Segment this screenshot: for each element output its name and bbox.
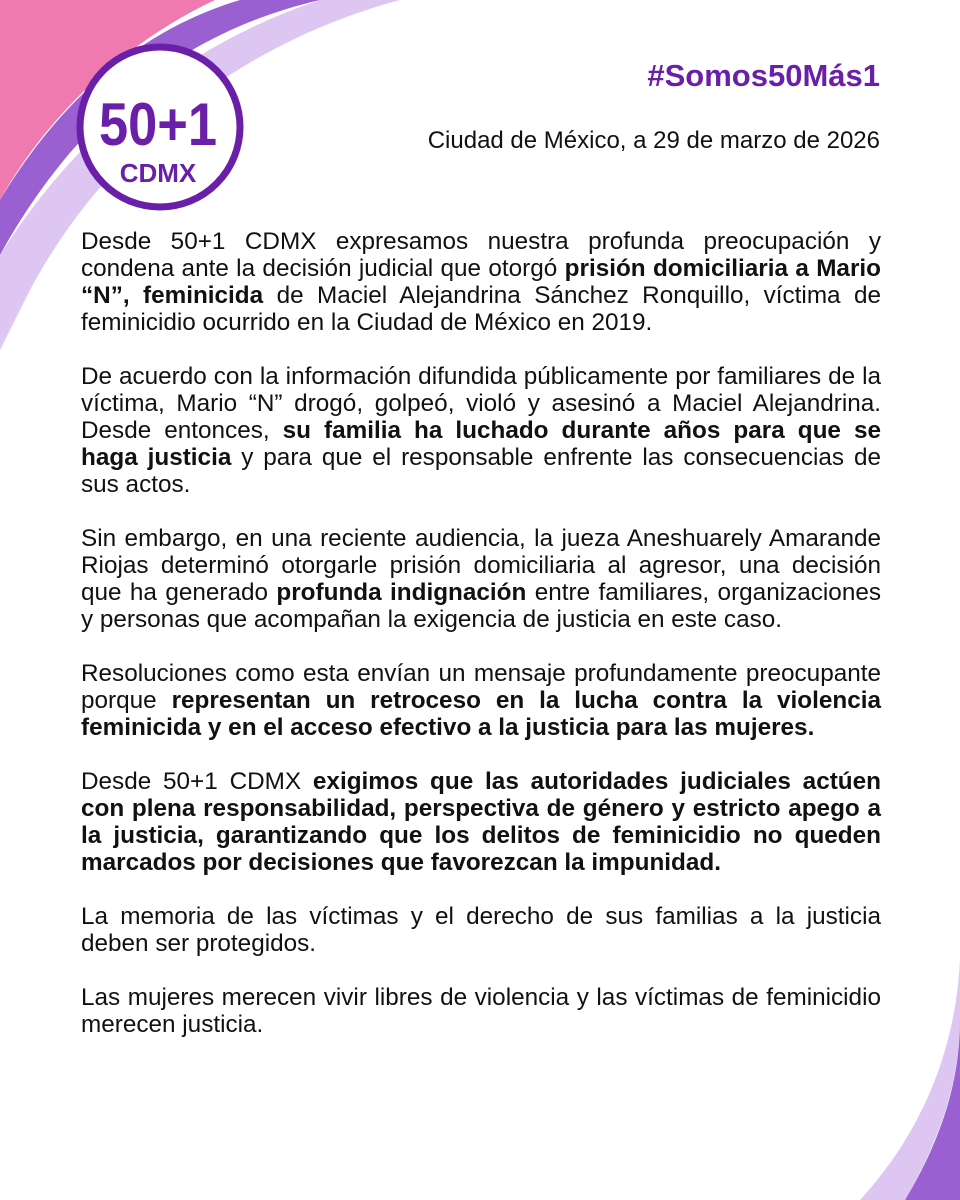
paragraph-text: de Maciel Alejandrina Sánchez Ronquillo, víctima de feminicidio ocurrido en la Ciudad de México en 2019.: [81, 282, 881, 336]
statement-paragraph: [81, 768, 881, 876]
logo-sub-text: CDMX: [119, 158, 197, 188]
statement-paragraph: [81, 363, 881, 498]
paragraph-text: entre familiares, organizaciones y personas que acompañan la exigencia de justicia en este caso.: [81, 579, 881, 633]
emphasized-text: prisión domiciliaria a Mario “N”, feminicida: [81, 255, 881, 309]
emphasized-text: su familia ha luchado durante años para que se haga justicia: [81, 417, 881, 471]
hashtag: #Somos50Más1: [647, 58, 880, 93]
paragraph-text: Sin embargo, en una reciente audiencia, la jueza Aneshuarely Amarande Riojas determinó otorgarle prisión domiciliaria al agresor, una decisión que ha generado: [81, 525, 881, 606]
paragraph-text: Las mujeres merecen vivir libres de violencia y las víctimas de feminicidio merecen justicia.: [81, 984, 881, 1038]
dateline: Ciudad de México, a 29 de marzo de 2026: [427, 127, 880, 154]
paragraph-text: La memoria de las víctimas y el derecho de sus familias a la justicia deben ser protegidos.: [81, 903, 881, 957]
statement-paragraph: [81, 228, 881, 336]
logo-main-text: 50+1: [99, 91, 217, 158]
statement-body: [81, 228, 881, 1065]
paragraph-text: Desde 50+1 CDMX expresamos nuestra profunda preocupación y condena ante la decisión judicial que otorgó: [81, 228, 881, 282]
emphasized-text: representan un retroceso en la lucha contra la violencia feminicida y en el acceso efectivo a la justicia para las mujeres.: [81, 687, 882, 741]
paragraph-text: De acuerdo con la información difundida públicamente por familiares de la víctima, Mario “N” drogó, golpeó, violó y asesinó a Maciel Alejandrina. Desde entonces,: [81, 363, 881, 444]
statement-paragraph: [81, 525, 881, 633]
paragraph-text: y para que el responsable enfrente las consecuencias de sus actos.: [81, 444, 882, 498]
paragraph-text: Resoluciones como esta envían un mensaje profundamente preocupante porque: [81, 660, 881, 714]
statement-paragraph: [81, 984, 881, 1038]
paragraph-text: Desde 50+1 CDMX: [81, 768, 313, 795]
logo-50mas1-cdmx: [70, 40, 250, 215]
statement-paragraph: [81, 903, 881, 957]
emphasized-text: exigimos que las autoridades judiciales actúen con plena responsabilidad, perspectiva de género y estricto apego a la justicia, garantizando que los delitos de feminicidio no queden marcados por decisiones que favorezcan la impunidad.: [81, 768, 881, 876]
emphasized-text: profunda indignación: [276, 579, 527, 606]
statement-paragraph: [81, 660, 881, 741]
